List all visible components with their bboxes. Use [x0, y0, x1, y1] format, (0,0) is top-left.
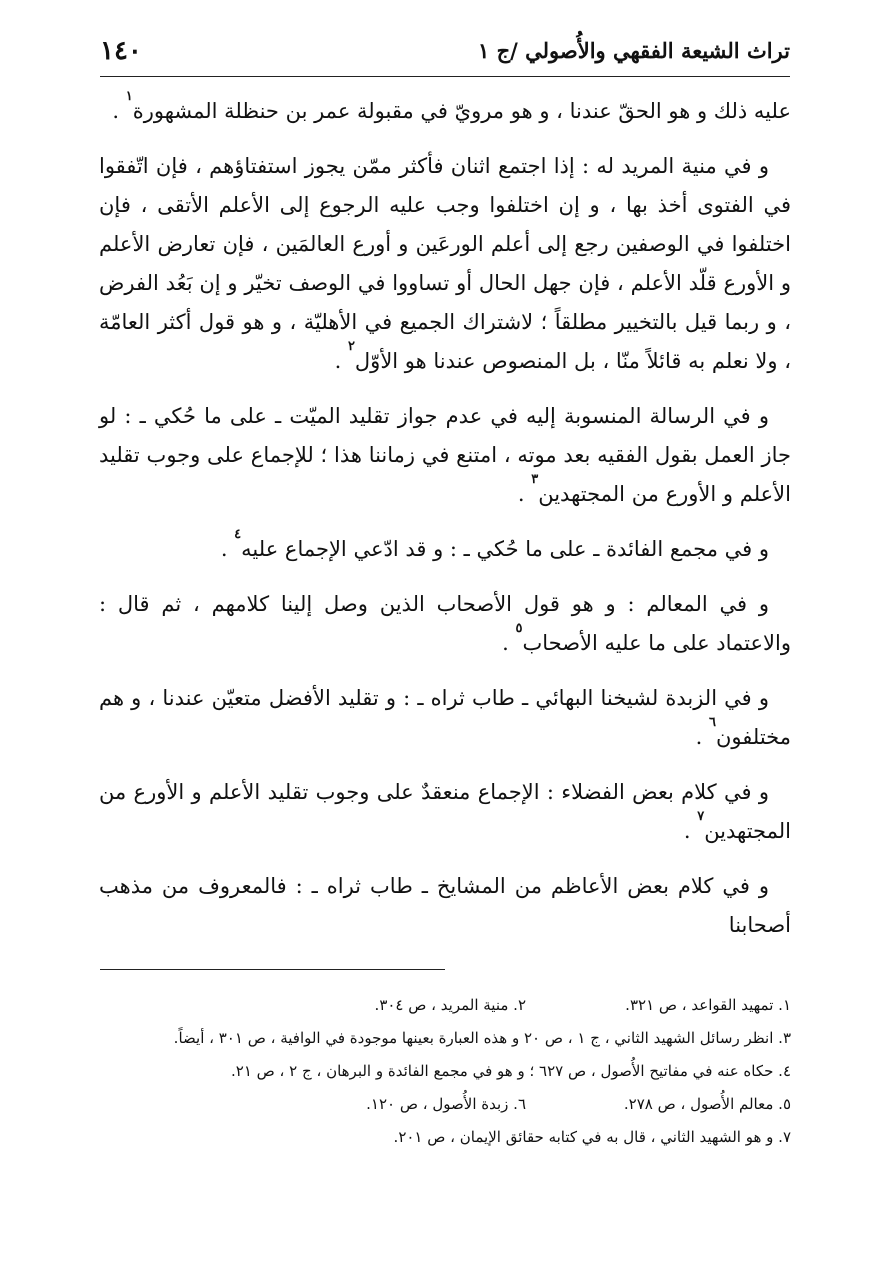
- paragraph-end: .: [517, 482, 532, 506]
- footnote-ref: ١: [125, 89, 133, 104]
- paragraph-end: .: [695, 725, 710, 749]
- footnote-row: [99, 989, 791, 1022]
- paragraph-3: [99, 397, 791, 514]
- footnote-row: [99, 1022, 791, 1055]
- footnote-row: [99, 1055, 791, 1088]
- footnote-ref: ٥: [515, 621, 523, 636]
- footnote-row: [99, 1088, 791, 1121]
- footnote-3: ٣. انظر رسائل الشهيد الثاني ، ج ١ ، ص ٢٠ و هذه العبارة بعينها موجودة في الوافية ، ص ٣٠١ ، أيضاً.: [173, 1029, 791, 1047]
- footnote-ref: ٤: [234, 527, 242, 542]
- paragraph-end: .: [502, 631, 516, 655]
- footnote-ref: ٦: [709, 715, 716, 730]
- footnote-2: ٢. منية المريد ، ص ٣٠٤.: [374, 996, 526, 1014]
- paragraph-text: و في المعالم : و هو قول الأصحاب الذين وصل إلينا كلامهم ، ثم قال : والاعتماد على ما عليه الأصحاب: [99, 592, 791, 655]
- paragraph-text: و في الزبدة لشيخنا البهائي ـ طاب ثراه ـ : و تقليد الأفضل متعيّن عندنا ، و هم مختلفون: [99, 686, 791, 749]
- paragraph-text: و في كلام بعض الأعاظم من المشايخ ـ طاب ثراه ـ : فالمعروف من مذهب أصحابنا: [99, 874, 791, 937]
- footnote-separator: [100, 969, 445, 970]
- paragraph-text: و في الرسالة المنسوبة إليه في عدم جواز تقليد الميّت ـ على ما حُكي ـ : لو جاز العمل بقول الفقيه بعد موته ، امتنع في زماننا هذا ؛ للإجماع على وجوب تقليد الأعلم و الأورع من المجتهدين: [99, 404, 791, 506]
- paragraph-end: .: [683, 819, 698, 843]
- paragraph-4: [99, 527, 791, 569]
- main-text: [99, 89, 791, 961]
- paragraph-8: [99, 867, 791, 945]
- paragraph-7: [99, 773, 791, 851]
- header-title: تراث الشيعة الفقهي والأُصولي /ج ١: [478, 38, 790, 63]
- footnote-7: ٧. و هو الشهيد الثاني ، قال به في كتابه حقائق الإيمان ، ص ٢٠١.: [393, 1128, 791, 1146]
- footnote-ref: ٣: [531, 472, 539, 487]
- paragraph-6: [99, 679, 791, 757]
- footnote-ref: ٧: [697, 809, 705, 824]
- paragraph-1: [99, 89, 791, 131]
- paragraph-text: عليه ذلك و هو الحقّ عندنا ، و هو مرويّ في مقبولة عمر بن حنظلة المشهورة: [132, 99, 791, 123]
- footnote-6: ٦. زبدة الأُصول ، ص ١٢٠.: [366, 1095, 526, 1113]
- paragraph-end: .: [334, 349, 348, 373]
- footnote-4: ٤. حكاه عنه في مفاتيح الأُصول ، ص ٦٢٧ ؛ و هو في مجمع الفائدة و البرهان ، ج ٢ ، ص ٢١.: [230, 1062, 791, 1080]
- paragraph-2: [99, 147, 791, 381]
- footnote-1: ١. تمهيد القواعد ، ص ٣٢١.: [625, 996, 791, 1014]
- footnote-ref: ٢: [347, 339, 355, 354]
- paragraph-text: و في كلام بعض الفضلاء : الإجماع منعقدٌ على وجوب تقليد الأعلم و الأورع من المجتهدين: [99, 780, 791, 843]
- footnote-5: ٥. معالم الأُصول ، ص ٢٧٨.: [623, 1095, 791, 1113]
- paragraph-text: و في منية المريد له : إذا اجتمع اثنان فأكثر ممّن يجوز استفتاؤهم ، فإن اتّفقوا في الفتوى أخذ بها ، و إن اختلفوا وجب عليه الرجوع إلى الأعلم الأتقى ، فإن اختلفوا في الوصفين رجع إلى أعلم الورعَين و أورع العالمَين ، فإن تعارض الأعلم و الأورع قلّد الأعلم ، فإن جهل الحال أو تساووا في الوصف تخيّر و إن بَعُد الفرض ، و ربما قيل بالتخيير مطلقاً ؛ لاشتراك الجميع في الأهليّة ، و هو قول أكثر العامّة ، ولا نعلم به قائلاً منّا ، بل المنصوص عندنا هو الأوّل: [99, 154, 791, 373]
- running-header: [100, 36, 790, 77]
- paragraph-text: و في مجمع الفائدة ـ على ما حُكي ـ : و قد ادّعي الإجماع عليه: [241, 537, 769, 561]
- footnote-row: [99, 1121, 791, 1154]
- paragraph-end: .: [112, 99, 126, 123]
- paragraph-5: [99, 585, 791, 663]
- page-number: ١٤٠: [100, 36, 142, 66]
- footnotes: [99, 989, 791, 1154]
- paragraph-end: .: [220, 537, 235, 561]
